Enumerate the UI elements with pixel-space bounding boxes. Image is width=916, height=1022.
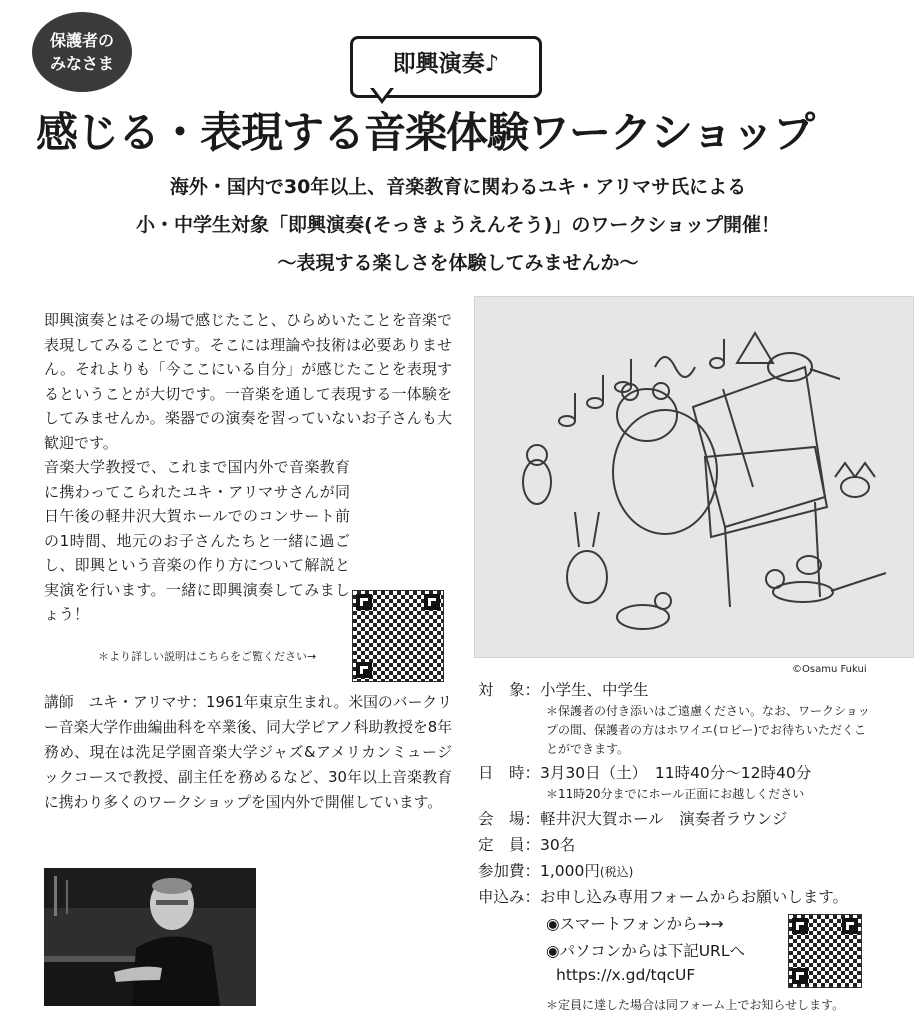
info-apply xyxy=(478,885,848,907)
date-note: ＊11時20分までにホール正面にお越しください xyxy=(546,787,805,801)
lead-line2: 小・中学生対象「即興演奏(そっきょうえんそう)」のワークショップ開催！ xyxy=(136,214,780,236)
target-label: 対 象： xyxy=(478,681,541,699)
fee-value: 1,000円 xyxy=(540,862,600,880)
capacity-value: 30名 xyxy=(540,836,576,854)
target-note: ＊保護者の付き添いはご遠慮ください。なお、ワークショップの間、保護者の方はホワイエ(ロビー)でお待ちいただくことができます。 xyxy=(546,704,870,756)
pc-line: ◉パソコンからは下記URLへ xyxy=(546,942,745,960)
instructor-bio: 講師 ユキ・アリマサ：1961年東京生まれ。米国のバークリー音楽大学作曲編曲科を卒業後、同大学ピアノ科助教授を8年務め、現在は洗足学園音楽大学ジャズ&アメリカンミュージックコースで教授、副主任を務めるなど、30年以上音楽教育に携わり多くのワークショップを国内外で開催しています。 xyxy=(44,694,452,811)
apply-value: お申し込み専用フォームからお願いします。 xyxy=(540,888,849,906)
smartphone-line: ◉スマートフォンから→→ xyxy=(546,915,724,933)
date-label: 日 時： xyxy=(478,764,541,782)
venue-value: 軽井沢大賀ホール 演奏者ラウンジ xyxy=(540,810,788,828)
badge-line1: 保護者の xyxy=(49,31,114,50)
info-target xyxy=(478,678,649,700)
footer-note: ＊定員に達した場合は同フォーム上でお知らせします。 xyxy=(546,998,845,1012)
application-qr-code[interactable] xyxy=(788,914,862,988)
info-capacity xyxy=(478,833,575,855)
description xyxy=(44,308,452,627)
illustration-credit: ©Osamu Fukui xyxy=(792,664,867,675)
page-title: 感じる・表現する音楽体験ワークショップ xyxy=(36,108,815,157)
illustration-image xyxy=(474,296,914,658)
apply-label: 申込み： xyxy=(478,888,541,906)
bubble-label: 即興演奏♪ xyxy=(350,36,542,98)
info-fee xyxy=(478,859,633,881)
info-date xyxy=(478,761,811,783)
application-url[interactable]: https://x.gd/tqcUF xyxy=(556,966,696,984)
lead-line3: 〜表現する楽しさを体験してみませんか〜 xyxy=(277,252,639,274)
details-qr-code[interactable] xyxy=(352,590,444,682)
date-value: 3月30日（土） 11時40分〜12時40分 xyxy=(540,764,812,782)
badge-line2: みなさま xyxy=(49,54,114,73)
venue-label: 会 場： xyxy=(478,810,541,828)
audience-badge xyxy=(32,12,132,92)
lead-line1: 海外・国内で30年以上、音楽教育に関わるユキ・アリマサ氏による xyxy=(169,176,747,198)
description-para1: 即興演奏とはその場で感じたこと、ひらめいたことを音楽で表現してみることです。そこには理論や技術は必要ありません。それよりも「今ここにいる自分」が感じたことを表現するということが大切です。一音楽を通して表現する一体験をしてみませんか。楽器での演奏を習っていないお子さんも大歓迎です。 xyxy=(44,311,452,452)
details-note: ＊より詳しい説明はこちらをご覧ください→ xyxy=(98,650,317,663)
fee-label: 参加費： xyxy=(478,862,541,880)
description-para2: 音楽大学教授で、これまで国内外で音楽教育に携わってこられたユキ・アリマサさんが同日午後の軽井沢大賀ホールでのコンサート前の1時間、地元のお子さんたちと一緒に過ごし、即興という音楽の作り方について解説と実演を行います。一緒に即興演奏してみましょう！ xyxy=(44,458,350,623)
info-venue xyxy=(478,807,787,829)
bubble-tail-inner xyxy=(373,87,391,99)
instructor-photo xyxy=(44,868,256,1006)
capacity-label: 定 員： xyxy=(478,836,541,854)
target-value: 小学生、中学生 xyxy=(540,681,649,699)
fee-tax: (税込) xyxy=(599,865,634,879)
